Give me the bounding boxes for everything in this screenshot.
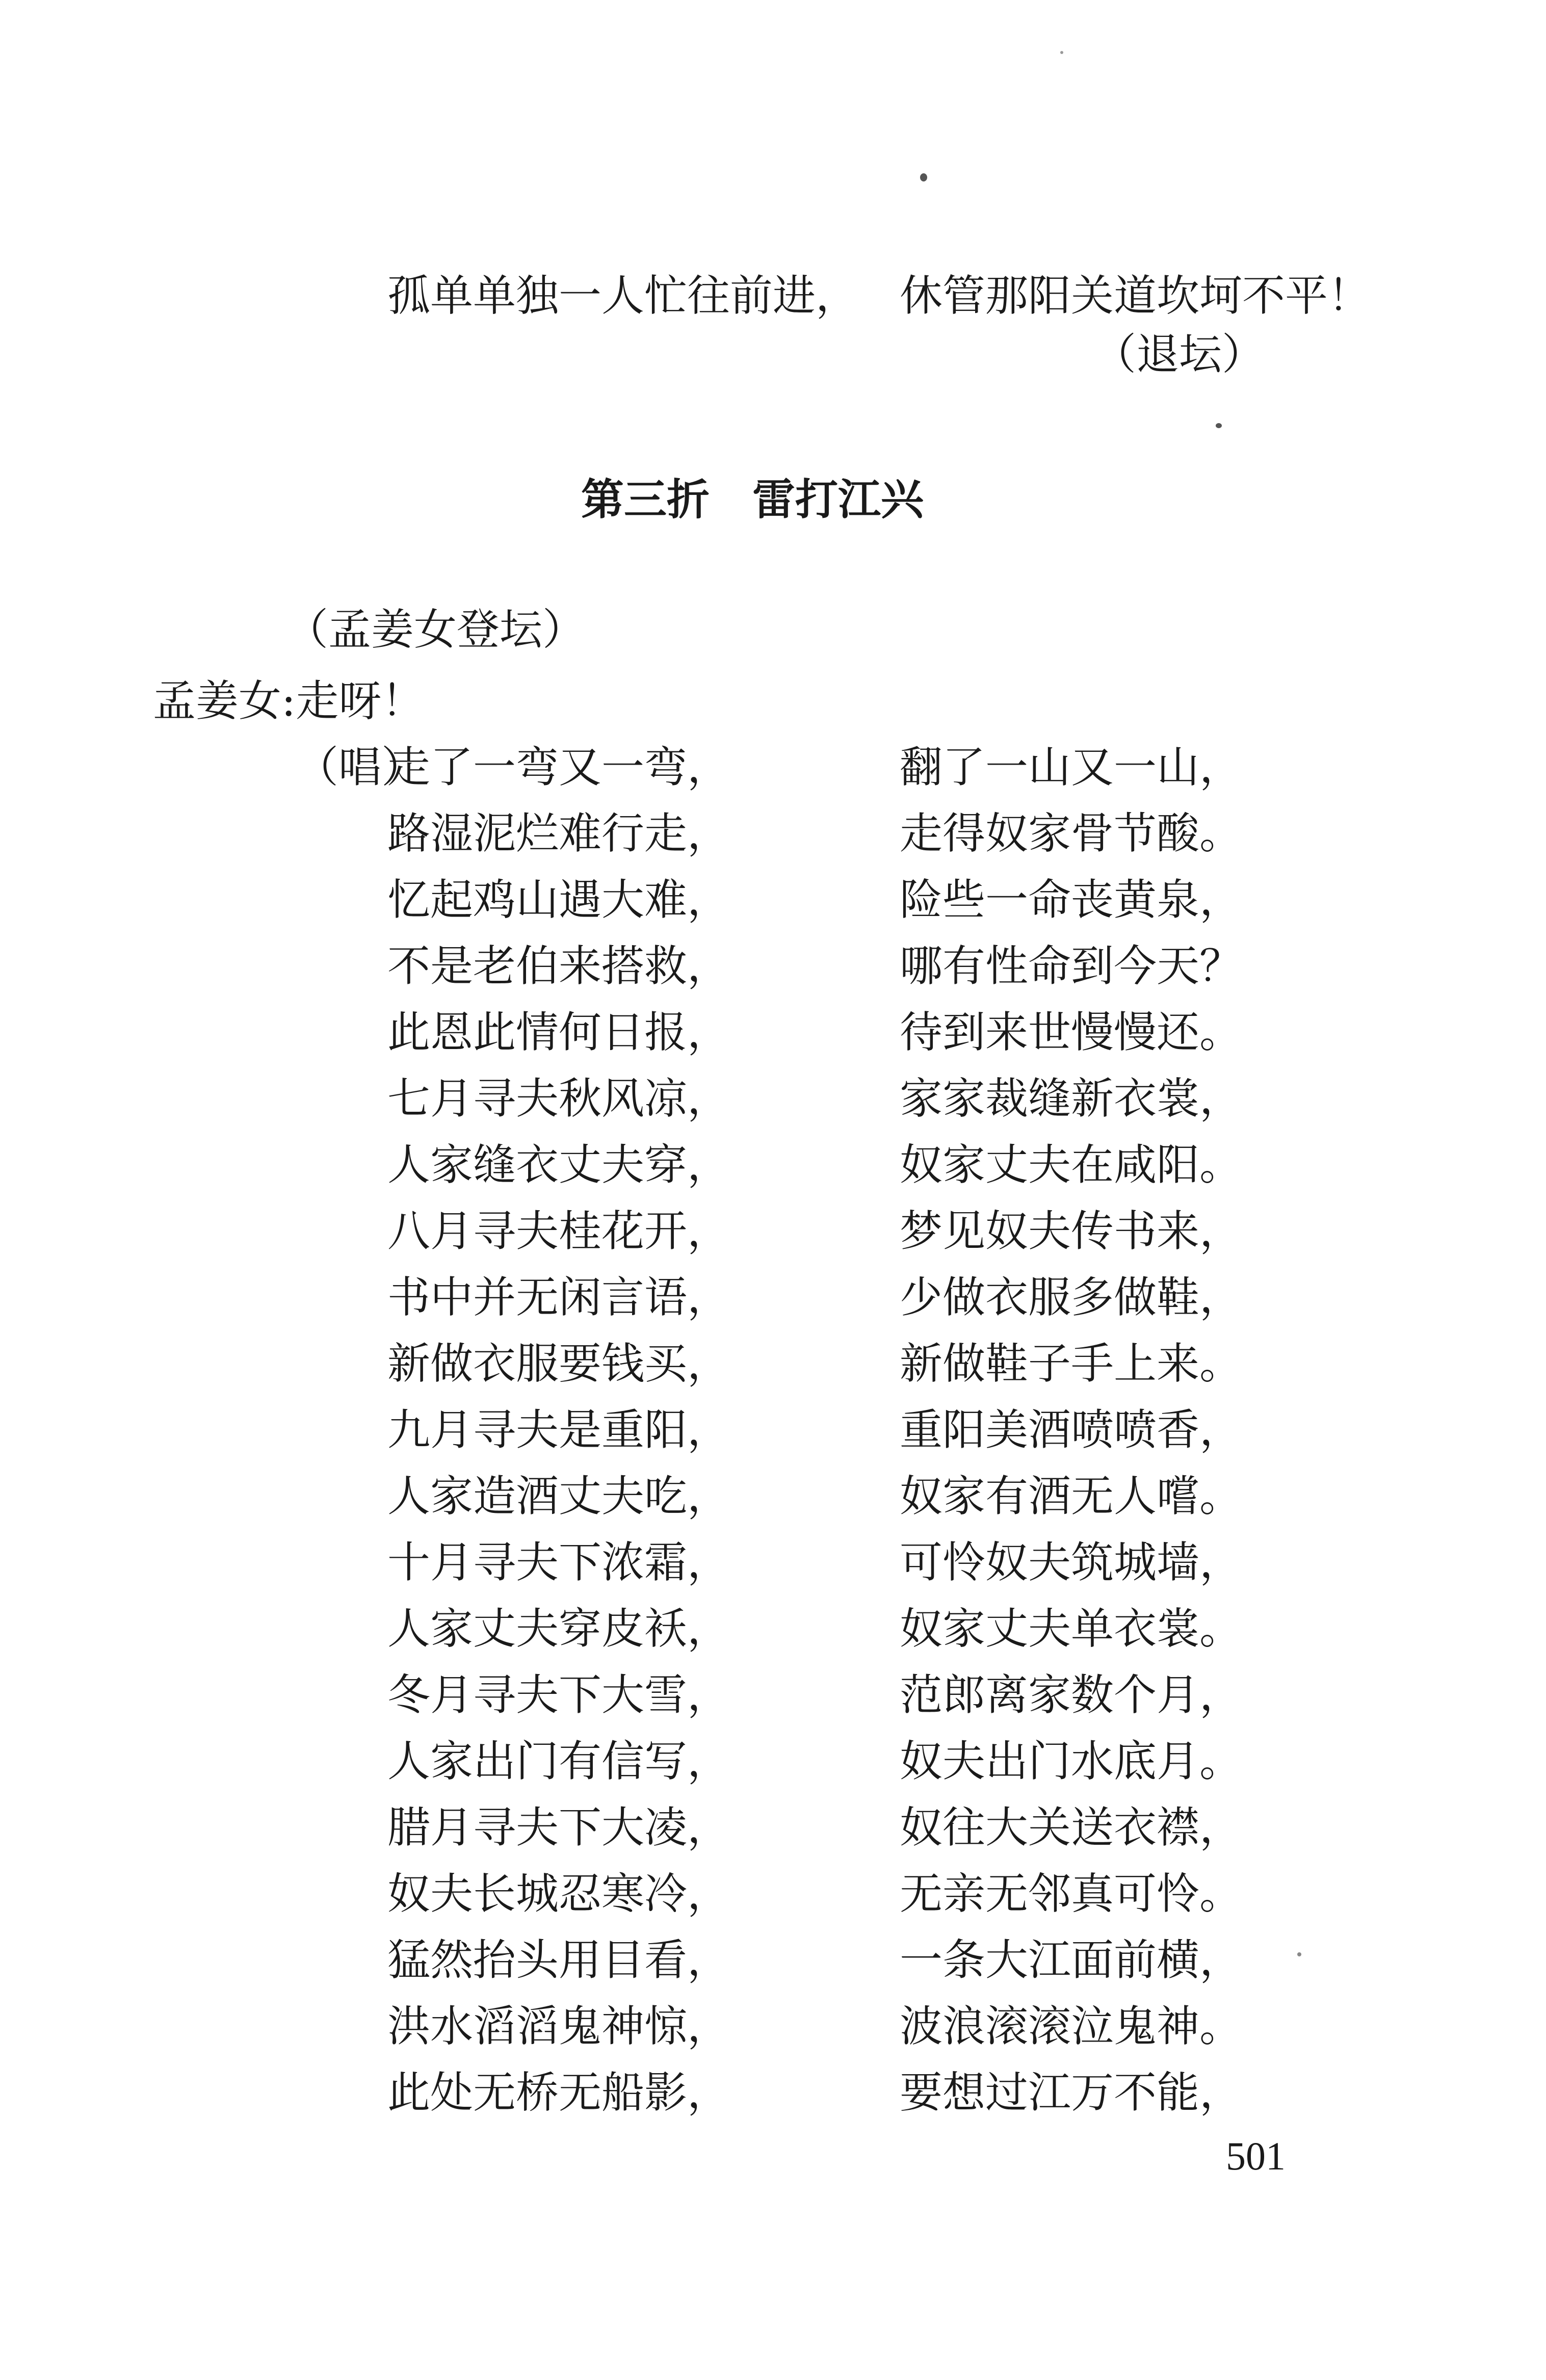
verse-line-left: 书中并无闲言语， <box>387 1272 730 1322</box>
verse-line-left: 路湿泥烂难行走， <box>387 808 730 858</box>
verse-line-left: 人家缝衣丈夫穿， <box>387 1140 730 1190</box>
verse-line-right: 险些一命丧黄泉， <box>900 875 1243 925</box>
verse-line-right: 走得奴家骨节酸。 <box>900 808 1243 858</box>
verse-line-left: 奴夫长城忍寒冷， <box>387 1869 730 1919</box>
verse-line-right: 家家裁缝新衣裳， <box>900 1074 1243 1123</box>
verse-line-left: 洪水滔滔鬼神惊， <box>387 2001 730 2051</box>
verse-line-right: 哪有性命到今天？ <box>900 941 1243 991</box>
verse-line-right: 翻了一山又一山， <box>900 742 1243 792</box>
verse-line-left: 九月寻夫是重阳， <box>387 1405 730 1455</box>
verse-line-left: 人家出门有信写， <box>387 1736 730 1786</box>
verse-line-right: 待到来世慢慢还。 <box>900 1007 1243 1057</box>
verse-line-left: 腊月寻夫下大凌， <box>387 1802 730 1852</box>
verse-line-left: 此处无桥无船影， <box>387 2068 730 2117</box>
verse-line-right: 奴家有酒无人嚐。 <box>900 1471 1243 1521</box>
verse-line-left: 猛然抬头用目看， <box>387 1935 730 1985</box>
verse-line-right: 无亲无邻真可怜。 <box>900 1869 1243 1919</box>
verse-line-right: 一条大江面前横， <box>900 1935 1243 1985</box>
verse-line-left: 走了一弯又一弯， <box>387 742 730 792</box>
verse-line-right: 重阳美酒喷喷香， <box>900 1405 1243 1455</box>
speaker-line <box>153 675 424 726</box>
verse-line-left: 此恩此情何日报， <box>387 1007 730 1057</box>
verse-line-right: 新做鞋子手上来。 <box>900 1339 1243 1389</box>
verse-line-right: 可怜奴夫筑城墙， <box>900 1537 1243 1587</box>
stage-direction: （退坛） <box>1093 329 1265 379</box>
verse-line-right: 奴夫出门水底月。 <box>900 1736 1243 1786</box>
scan-speck <box>920 173 927 181</box>
verse-line-right: 奴家丈夫单衣裳。 <box>900 1604 1243 1654</box>
page-number: 501 <box>1226 2134 1286 2178</box>
speech-text: 走呀！ <box>296 676 425 726</box>
verse-line-right: 奴家丈夫在咸阳。 <box>900 1140 1243 1190</box>
verse-line-left: 新做衣服要钱买， <box>387 1339 730 1389</box>
verse-line-left: 孤单单独一人忙往前进， <box>387 271 859 321</box>
verse-line-left: 不是老伯来搭救， <box>387 941 730 991</box>
verse-line-left: 八月寻夫桂花开， <box>387 1206 730 1256</box>
scan-speck <box>1216 423 1222 428</box>
verse-line-left: 冬月寻夫下大雪， <box>387 1670 730 1720</box>
speaker-name: 孟姜女: <box>153 676 296 726</box>
verse-line-right: 休管那阳关道坎坷不平！ <box>900 271 1371 321</box>
verse-line-left: 人家造酒丈夫吃， <box>387 1471 730 1521</box>
song-cue: （唱） <box>296 742 425 792</box>
verse-line-left: 忆起鸡山遇大难， <box>387 875 730 925</box>
verse-line-left: 十月寻夫下浓霜， <box>387 1537 730 1587</box>
scene-title: 第三折 雷打江兴 <box>581 475 924 525</box>
verse-line-left: 人家丈夫穿皮袄， <box>387 1604 730 1654</box>
scan-speck <box>1060 51 1063 54</box>
stage-direction: （孟姜女登坛） <box>285 605 586 655</box>
verse-line-right: 范郎离家数个月， <box>900 1670 1243 1720</box>
verse-line-left: 七月寻夫秋风凉， <box>387 1074 730 1123</box>
scan-speck <box>1297 1952 1301 1956</box>
verse-line-right: 少做衣服多做鞋， <box>900 1272 1243 1322</box>
verse-line-right: 梦见奴夫传书来， <box>900 1206 1243 1256</box>
verse-line-right: 波浪滚滚泣鬼神。 <box>900 2001 1243 2051</box>
verse-line-right: 要想过江万不能， <box>900 2068 1243 2117</box>
verse-line-right: 奴往大关送衣襟， <box>900 1802 1243 1852</box>
